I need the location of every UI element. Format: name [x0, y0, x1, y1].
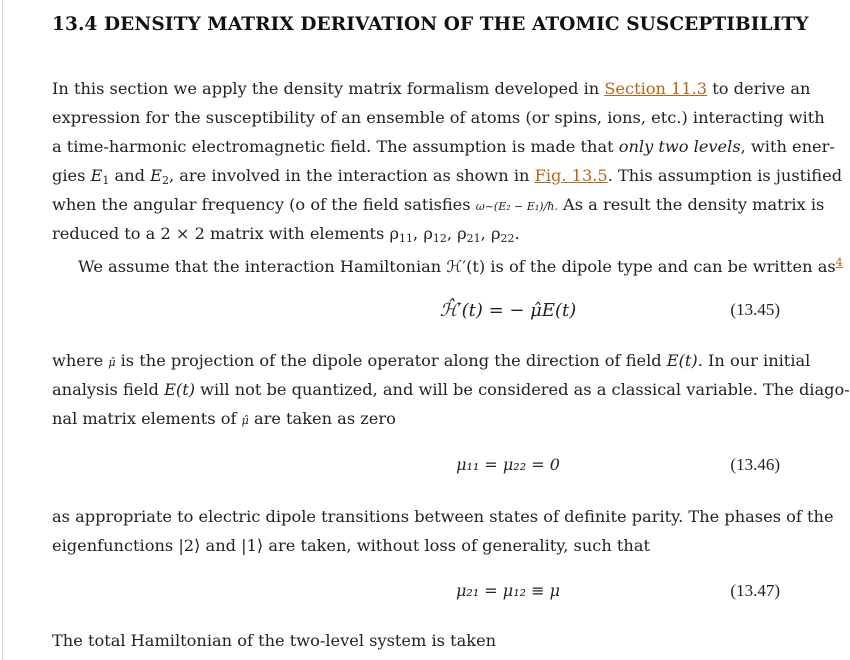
math-symbol: μ̂ [108, 356, 116, 369]
paragraph-line [52, 346, 811, 375]
text-run: to derive an [707, 79, 811, 98]
paragraph-total-hamiltonian [52, 626, 780, 655]
emphasis-text: only two levels [618, 137, 741, 156]
math-var: E [90, 166, 103, 185]
paragraph-line: eigenfunctions |2⟩ and |1⟩ are taken, without loss of generality, such that [52, 536, 651, 555]
paragraph-line [52, 219, 780, 248]
text-run: are taken as zero [248, 409, 396, 428]
text-run: where [52, 351, 109, 370]
math-var: E [150, 166, 162, 185]
text-run: . In our initial [697, 351, 811, 370]
text-run: As a result the density matrix is [557, 195, 825, 214]
text-run: when the angular frequency (o of the field satisfies [52, 195, 476, 214]
paragraph-line [52, 161, 843, 190]
paragraph-assumption [52, 248, 843, 277]
text-run: In this section we apply the density matrix formalism developed in [52, 79, 605, 98]
equation-13-45 [0, 300, 829, 330]
equation-13-47 [0, 581, 829, 611]
math-subscript: 12 [432, 232, 447, 245]
math-symbol: , ρ [413, 224, 433, 243]
equation-number: (13.47) [730, 581, 780, 600]
equation-13-46 [0, 455, 829, 485]
text-run: and [109, 166, 151, 185]
text-run: , with ener- [740, 137, 835, 156]
section-11-3-link[interactable]: Section 11.3 [604, 79, 708, 98]
paragraph-line: as appropriate to electric dipole transitions between states of definite parity. The phases of the [52, 507, 834, 526]
text-run: . This assumption is justified [607, 166, 843, 185]
paragraph-line [52, 190, 825, 219]
paragraph-line [52, 132, 835, 161]
math-symbol: , ρ [480, 224, 501, 243]
paragraph-line [52, 248, 843, 277]
math-subscript: 22 [500, 232, 515, 245]
text-run: will not be quantized, and will be considered as a classical variable. The diago- [195, 380, 850, 399]
equation-number: (13.46) [730, 455, 780, 474]
paragraph-intro [52, 74, 843, 248]
math-var: E(t) [164, 380, 196, 399]
paragraph-line: expression for the susceptibility of an ensemble of atoms (or spins, ions, etc.) interacting with [52, 108, 825, 127]
paragraph-line [52, 74, 811, 103]
text-run: analysis field [52, 380, 165, 399]
text-run: . [514, 224, 520, 243]
text-run: gies [52, 166, 91, 185]
math-symbol: , ρ [446, 224, 467, 243]
math-subscript: 2 [161, 174, 169, 187]
math-var: E(t) [666, 351, 698, 370]
text-run: is of the dipole type and can be written as [485, 257, 836, 276]
text-run: , are involved in the interaction as shown in [168, 166, 535, 185]
math-symbol: μ̂ [241, 414, 249, 427]
paragraph-dipole [52, 346, 850, 433]
math-subscript: 21 [466, 232, 481, 245]
text-run: nal matrix elements of [52, 409, 242, 428]
equation-expression: μ₁₁ = μ₂₂ = 0 [456, 455, 560, 474]
fig-13-5-link[interactable]: Fig. 13.5 [534, 166, 608, 185]
page-edge [2, 0, 3, 660]
footnote-4-link[interactable]: 4 [835, 256, 843, 269]
paragraph-line: The total Hamiltonian of the two-level system is taken [52, 631, 497, 650]
section-heading: 13.4 DENSITY MATRIX DERIVATION OF THE ATOMIC SUSCEPTIBILITY [52, 14, 809, 35]
paragraph-line [52, 375, 850, 404]
equation-expression: ℋ̂′(t) = − μ̂E(t) [439, 300, 577, 321]
paragraph-line [52, 404, 780, 433]
text-run: We assume that the interaction Hamiltonian [78, 257, 447, 276]
math-subscript: 11 [399, 232, 414, 245]
text-run: is the projection of the dipole operator along the direction of field [115, 351, 667, 370]
text-run: a time-harmonic electromagnetic field. The assumption is made that [52, 137, 619, 156]
text-run: reduced to a 2 × 2 matrix with elements [52, 224, 390, 243]
math-subscript: 1 [102, 174, 110, 187]
math-symbol: ρ [389, 224, 400, 243]
equation-number: (13.45) [730, 300, 780, 319]
equation-expression: μ₂₁ = μ₁₂ ≡ μ [455, 581, 561, 600]
hamiltonian-symbol: ℋ′(t) [446, 257, 486, 276]
inline-equation: ω~(E₂ − E₁)/ħ. [475, 200, 558, 213]
paragraph-parity [52, 502, 834, 560]
